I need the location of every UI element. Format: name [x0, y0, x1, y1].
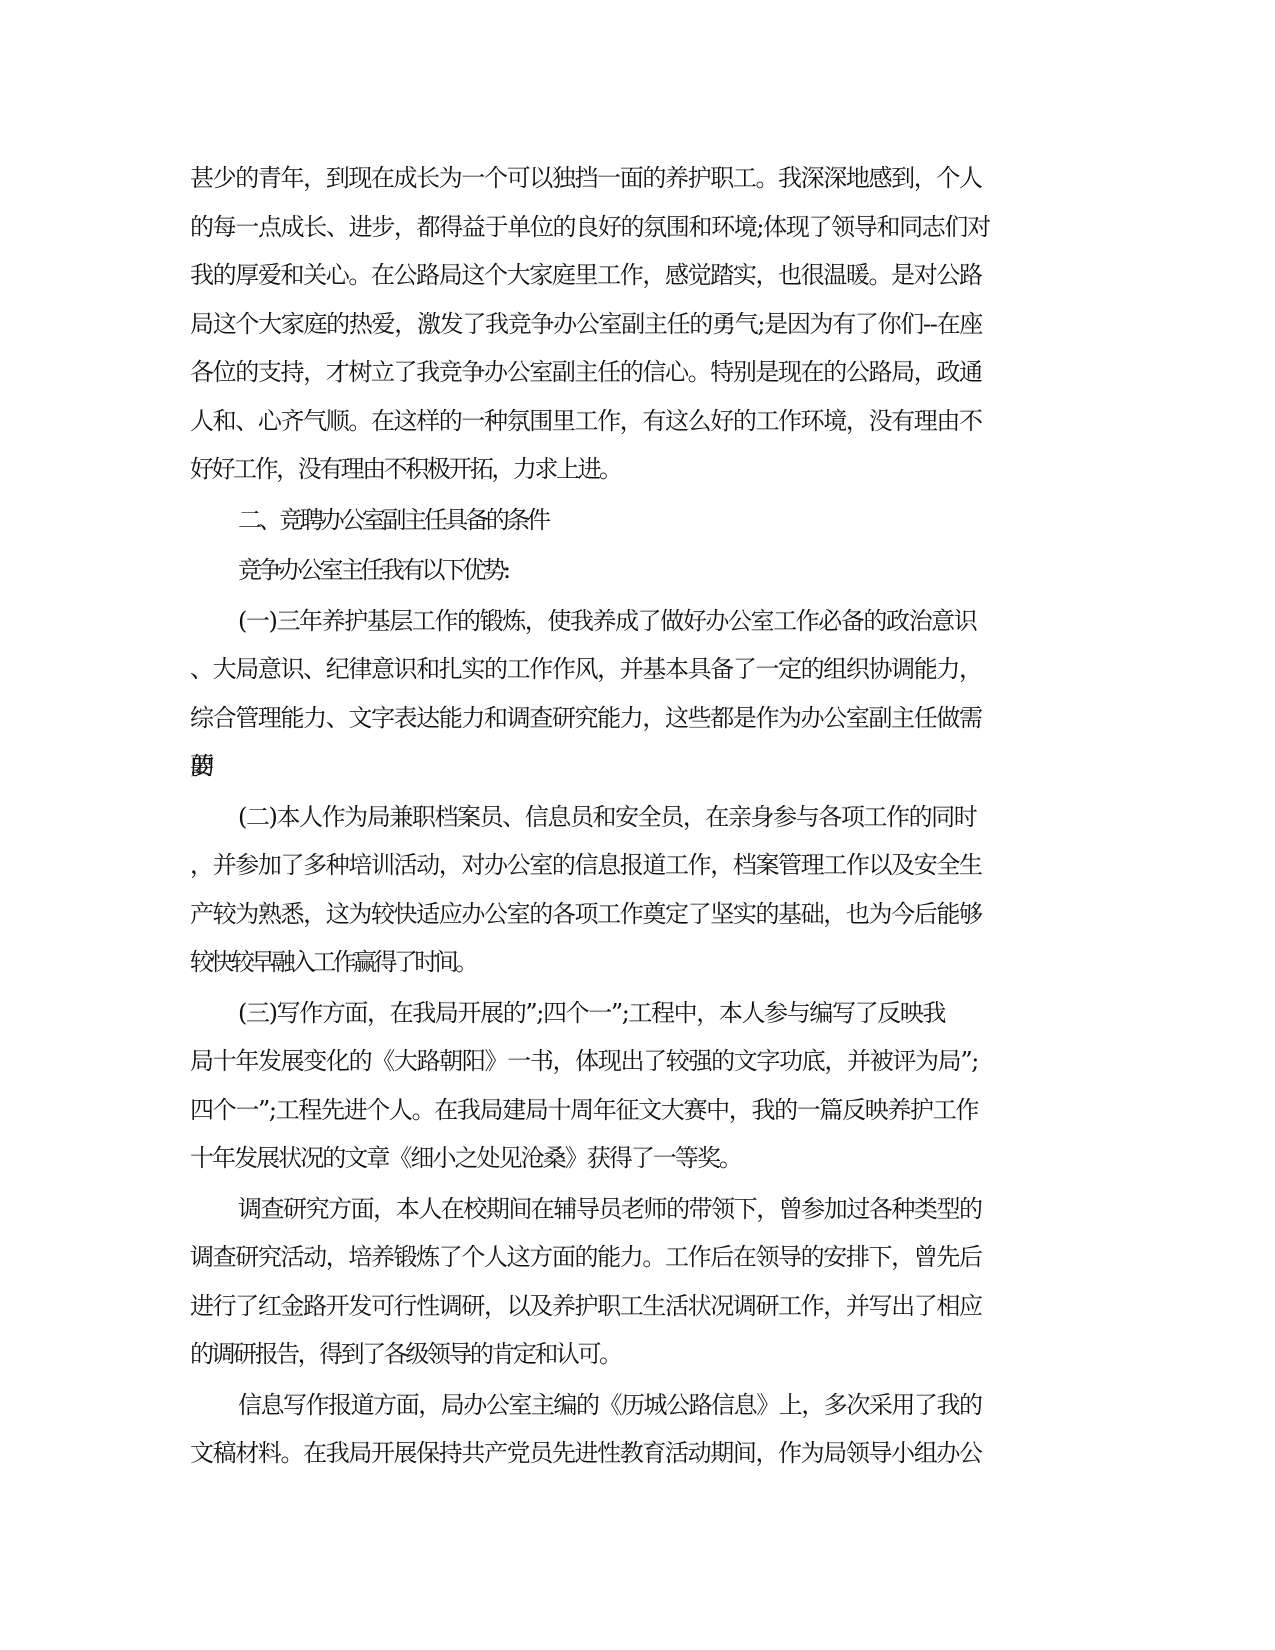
- text-line: ，并参加了多种培训活动，对办公室的信息报道工作，档案管理工作以及安全生: [190, 851, 982, 879]
- text-line: 二、竞聘办公室副主任具备的条件: [238, 505, 548, 534]
- text-line: (一)三年养护基层工作的锻炼，使我养成了做好办公室工作必备的政治意识: [238, 606, 977, 635]
- text-line: 产较为熟悉，这为较快适应办公室的各项工作奠定了坚实的基础，也为今后能够: [190, 899, 982, 928]
- text-line: 要的。: [190, 752, 192, 780]
- text-line: 进行了红金路开发可行性调研，以及养护职工生活状况调研工作，并写出了相应: [190, 1291, 982, 1320]
- paragraph: [190, 989, 1075, 1183]
- text-line: 四个一”;工程先进个人。在我局建局十周年征文大赛中，我的一篇反映养护工作: [190, 1095, 979, 1124]
- text-line: 局十年发展变化的《大路朝阳》一书，体现出了较强的文字功底，并被评为局”;: [190, 1047, 979, 1075]
- text-line: 调查研究活动，培养锻炼了个人这方面的能力。工作后在领导的安排下，曾先后: [190, 1243, 982, 1271]
- text-line: 局这个大家庭的热爱，激发了我竞争办公室副主任的勇气;是因为有了你们--在座: [190, 309, 982, 338]
- text-line: (二)本人作为局兼职档案员、信息员和安全员，在亲身参与各项工作的同时: [238, 802, 977, 831]
- text-line: (三)写作方面，在我局开展的”;四个一”;工程中，本人参与编写了反映我: [238, 998, 946, 1027]
- paragraph: [190, 1381, 1075, 1478]
- text-line: 调查研究方面，本人在校期间在辅导员老师的带领下，曾参加过各种类型的: [238, 1194, 982, 1223]
- text-line: 人和、心齐气顺。在这样的一种氛围里工作，有这么好的工作环境，没有理由不: [190, 406, 982, 435]
- paragraph: [190, 793, 1075, 987]
- text-line: 甚少的青年，到现在成长为一个可以独挡一面的养护职工。我深深地感到，个人: [190, 164, 982, 192]
- text-line: 好好工作，没有理由不积极开拓，力求上进。: [190, 455, 621, 483]
- paragraph: [190, 597, 1075, 791]
- text-line: 综合管理能力、文字表达能力和调查研究能力，这些都是作为办公室副主任做需: [190, 703, 982, 732]
- text-line: 信息写作报道方面，局办公室主编的《历城公路信息》上，多次采用了我的: [238, 1390, 982, 1419]
- paragraph: [190, 546, 1075, 595]
- text-line: 、大局意识、纪律意识和扎实的工作作风，并基本具备了一定的组织协调能力，: [190, 655, 982, 683]
- text-line: 各位的支持，才树立了我竞争办公室副主任的信心。特别是现在的公路局，政通: [190, 358, 982, 386]
- document-body: [190, 154, 1075, 1480]
- text-line: 文稿材料。在我局开展保持共产党员先进性教育活动期间，作为局领导小组办公: [190, 1439, 982, 1467]
- text-line: 十年发展状况的文章《细小之处见沧桑》获得了一等奖。: [190, 1144, 742, 1172]
- paragraph: [190, 1185, 1075, 1379]
- text-line: 的每一点成长、进步，都得益于单位的良好的氛围和环境;体现了领导和同志们对: [190, 212, 990, 241]
- paragraph: [190, 154, 1075, 494]
- text-line: 较快较早融入工作赢得了时间。: [190, 948, 476, 976]
- paragraph: [190, 496, 1075, 545]
- text-line: 我的厚爱和关心。在公路局这个大家庭里工作，感觉踏实，也很温暖。是对公路: [190, 261, 982, 289]
- text-line: 的调研报告，得到了各级领导的肯定和认可。: [190, 1340, 621, 1368]
- text-line: 竞争办公室主任我有以下优势:: [238, 556, 508, 584]
